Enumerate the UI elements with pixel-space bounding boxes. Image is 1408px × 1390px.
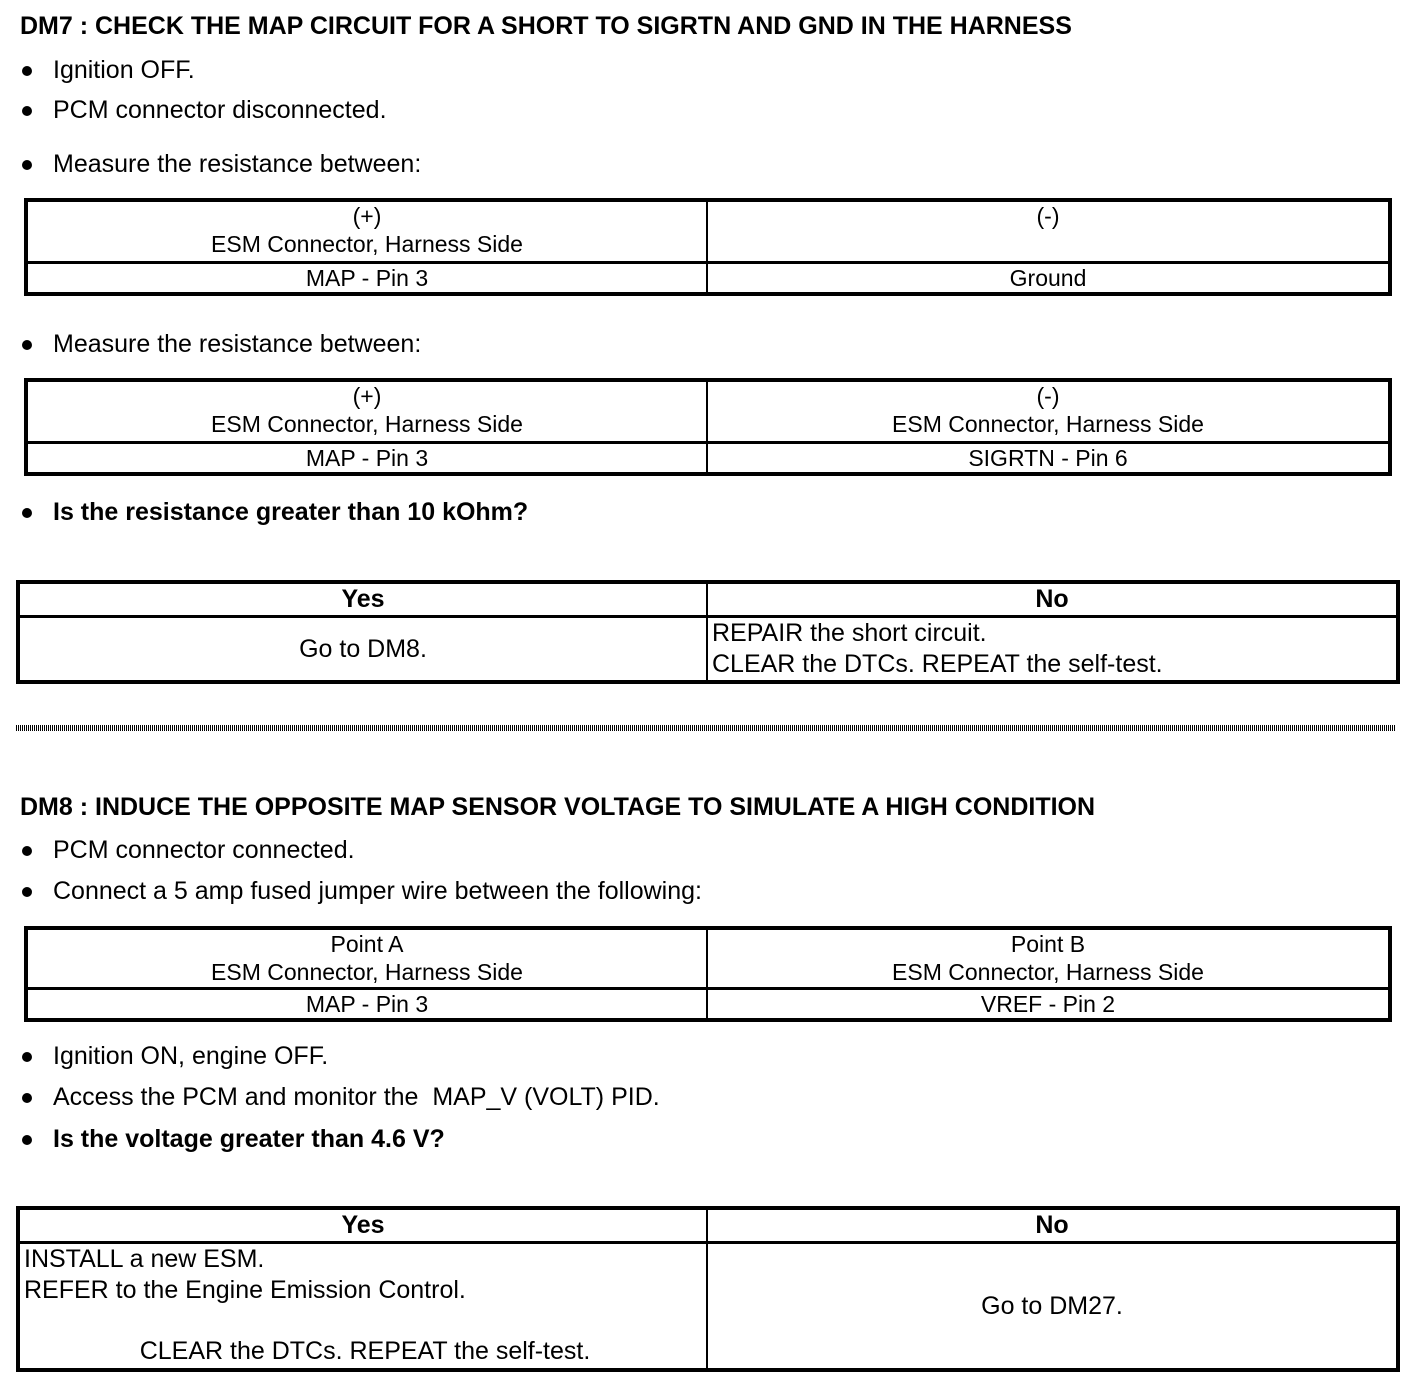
bullet-jumper-wire: Connect a 5 amp fused jumper wire between the following: (20, 877, 702, 906)
yes-cell: Go to DM8. (18, 616, 707, 682)
bullet-access-pcm: Access the PCM and monitor the MAP_V (VOLT) PID. (20, 1083, 660, 1112)
table-cell: Ground (707, 262, 1390, 294)
no-header: No (707, 582, 1398, 616)
bullet-measure-1: Measure the resistance between: (20, 150, 421, 179)
bullet-icon (22, 66, 32, 76)
bullet-icon (22, 1093, 32, 1103)
table-cell: MAP - Pin 3 (26, 988, 707, 1020)
bullet-icon (22, 846, 32, 856)
table-header-cell: (+) ESM Connector, Harness Side (26, 380, 707, 442)
yes-cell: INSTALL a new ESM. REFER to the Engine Emission Control. CLEAR the DTCs. REPEAT the self-test. (18, 1242, 707, 1370)
table-header-cell: (-) ESM Connector, Harness Side (707, 380, 1390, 442)
table-cell: VREF - Pin 2 (707, 988, 1390, 1020)
bullet-pcm-connected: PCM connector connected. (20, 836, 355, 865)
bullet-icon (22, 1052, 32, 1062)
yes-header: Yes (18, 1208, 707, 1242)
dm8-answer-table (16, 1206, 1400, 1372)
table-header-cell: Point B ESM Connector, Harness Side (707, 928, 1390, 988)
bullet-ignition-off: Ignition OFF. (20, 56, 195, 85)
no-header: No (707, 1208, 1398, 1242)
bullet-icon (22, 887, 32, 897)
table-header-cell: (+) ESM Connector, Harness Side (26, 200, 707, 262)
bullet-icon (22, 1135, 32, 1145)
bullet-icon (22, 160, 32, 170)
no-cell: Go to DM27. (707, 1242, 1398, 1370)
dm7-measure-table-1 (24, 198, 1392, 296)
bullet-icon (22, 106, 32, 116)
dm8-jumper-table (24, 926, 1392, 1022)
table-cell: MAP - Pin 3 (26, 442, 707, 474)
table-header-cell: Point A ESM Connector, Harness Side (26, 928, 707, 988)
table-cell: MAP - Pin 3 (26, 262, 707, 294)
table-cell: SIGRTN - Pin 6 (707, 442, 1390, 474)
bullet-icon (22, 340, 32, 350)
dm7-question: Is the resistance greater than 10 kOhm? (20, 498, 528, 527)
bullet-ignition-on: Ignition ON, engine OFF. (20, 1042, 328, 1071)
section-divider (16, 725, 1396, 731)
dm7-answer-table (16, 580, 1400, 684)
yes-header: Yes (18, 582, 707, 616)
dm7-measure-table-2 (24, 378, 1392, 476)
dm7-title: DM7 : CHECK THE MAP CIRCUIT FOR A SHORT TO SIGRTN AND GND IN THE HARNESS (20, 12, 1072, 40)
table-header-cell: (-) (707, 200, 1390, 262)
bullet-measure-2: Measure the resistance between: (20, 330, 421, 359)
no-cell: REPAIR the short circuit. CLEAR the DTCs. REPEAT the self-test. (707, 616, 1398, 682)
dm8-title: DM8 : INDUCE THE OPPOSITE MAP SENSOR VOLTAGE TO SIMULATE A HIGH CONDITION (20, 793, 1096, 821)
bullet-icon (22, 508, 32, 518)
bullet-pcm-disconnected: PCM connector disconnected. (20, 96, 387, 125)
dm8-question: Is the voltage greater than 4.6 V? (20, 1125, 445, 1154)
